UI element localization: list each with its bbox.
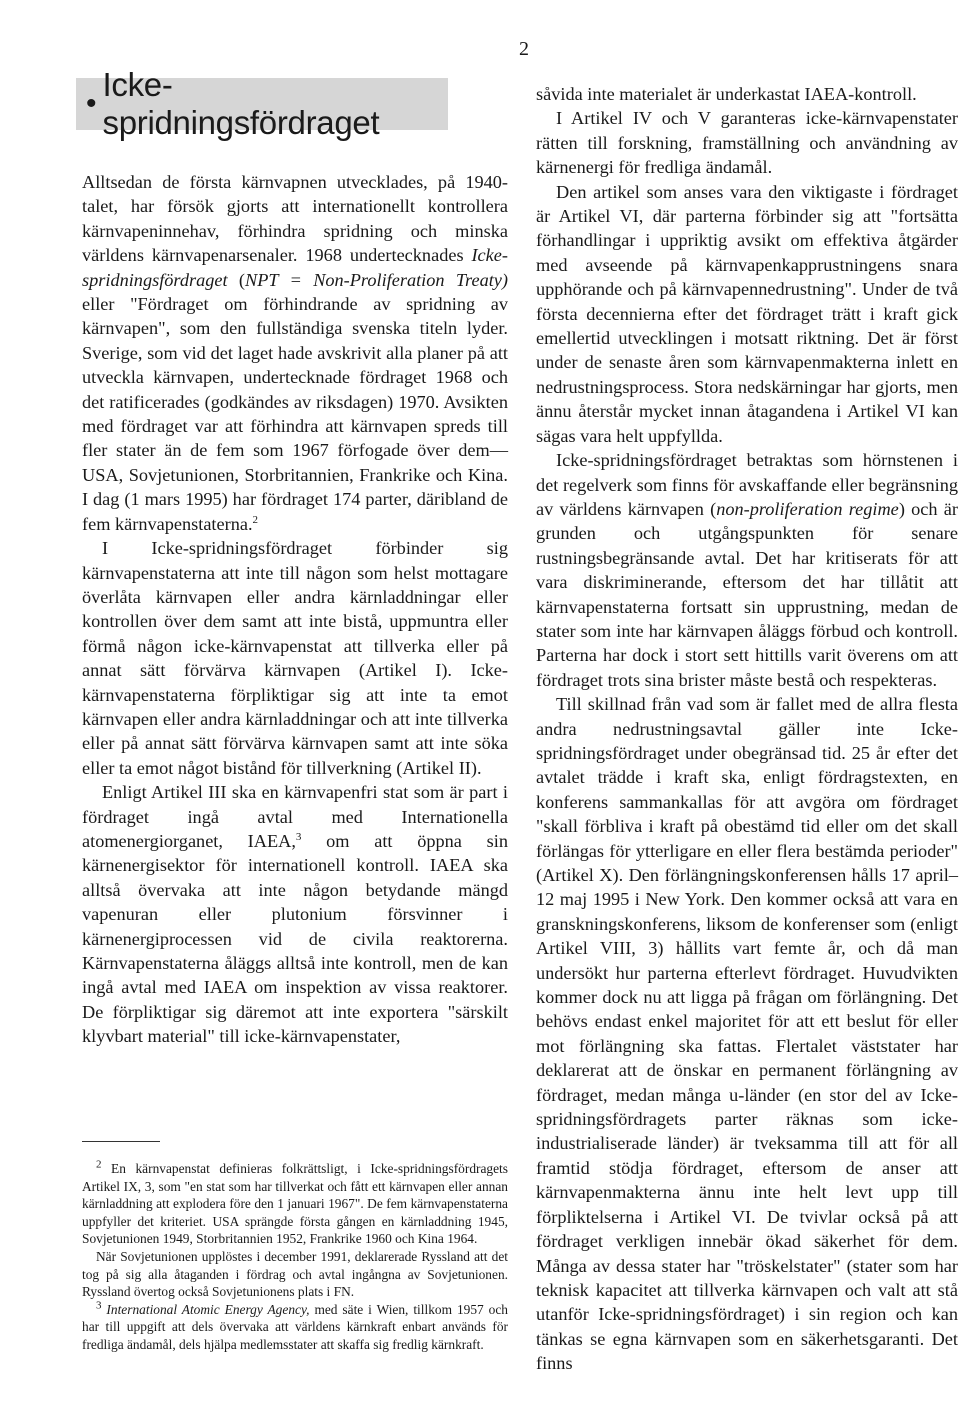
left-paragraph-2: I Icke-spridningsfördraget förbinder sig kärnvapenstaterna att inte till någon som helst mottagare överlåta kärnvapen eller andra kärnladdningar eller kontrollen över dem samt att inte bistå, uppmuntra eller förmå någon icke-kärnvapenstat att tillverka eller på annat sätt förvärva kärnvapen (Artikel I). Icke-kärnvapenstaterna förpliktigar sig att inte ta emot kärnvapen eller andra kärnladdningar och att inte tillverka eller på annat sätt förvärva kärnvapen samt att inte söka eller ta emot något bistånd för tillverkning (Artikel II). [82, 538, 508, 778]
left-paragraph-1 [82, 170, 508, 536]
section-title-bar [76, 66, 448, 141]
right-column [536, 82, 958, 1376]
right-paragraph-5: Till skillnad från vad som är fallet med de allra flesta andra nedrustningsavtal gäller inte Icke-spridningsfördraget under obegränsad tid. 25 år efter det avtalet trädde i kraft ska, enligt fördragstexten, en konferens sammankallas för att avgöra om fördraget "skall förbliva i kraft på obestämd tid eller om det skall förlängas för ytterligare en eller flera bestämda perioder" (Artikel X). Den förlängningskonferensen hålls 17 april–12 maj 1995 i New York. Den kommer också att vara en granskningskonferens, liksom de konferenser som (enligt Artikel VIII, 3) hållits vart femte år, och då man undersökt hur parterna efterlevt fördraget. Huvudvikten kommer dock nu att ligga på frågan om förlängning. Det behövs endast enkel majoritet för att ett beslut för eller mot förlängning ska fattas. Flertalet väststater har deklarerat att de önskar en permanent förlängning av fördraget, medan många u-länder (en stor del av Icke-spridningsfördragets parter räknas som icke-industrialiserade länder) är tveksamma till att för all framtid stödja fördraget, eftersom de anser att kärnvapenmakterna ännu inte helt levt upp till förpliktelserna i Artikel VI. De tvivlar också på att fördraget verkligen innebär ökad säkerhet för dem. Många av dessa stater har "tröskelstater" (stater som har teknisk kapacitet att tillverka kärnvapen och valt att stå utanför Icke-spridningsfördraget) i sin region och kan tänkas se egna kärnvapen som en säkerhetsgaranti. Det finns [536, 694, 958, 1374]
page-number: 2 [519, 38, 529, 60]
right-p4-text-b: ) och är grunden och utgångspunkten för senare rustningsbegränsande avtal. Det har kritiserats för att vara diskriminerande, eftersom det har tillåtit att kärnvapenstaterna fortsatt sin upprustning, medan de stater som inte har kärnvapen åläggs förbud och kontroll. Parterna har dock i stort sett hittills varit överens om att fördraget trots sina brister måste bestå och respekteras. [536, 498, 959, 690]
section-title: Icke-spridningsfördraget [102, 66, 380, 141]
right-paragraph-3: Den artikel som anses vara den viktigaste i fördraget är Artikel VI, där parterna förbinder sig att "fortsätta förhandlingar i uppriktig avsikt om effektiva åtgärder med avseende på kärnvapenkapprustningens snara upphörande och på kärnvapennedrustning". Under de två första decennierna efter det fördraget trätt i kraft gick emellertid utvecklingen i motsatt riktning. Det är först under de senaste åren som kärnvapenmakterna inlett en nedrustningsprocess. Stora nedskärningar har gjorts, men ännu återstår mycket innan åtagandena i Artikel VI kan sägas vara helt uppfyllda. [536, 181, 958, 446]
footnote-ref-3: 3 [295, 830, 302, 843]
footnote-3-org: International Atomic Energy Agency, [101, 1301, 310, 1317]
footnote-2 [82, 1160, 508, 1248]
footnote-2-text: En kärnvapenstat definieras folkrättsligt, i Icke-spridningsfördragets Artikel IX, 3, som "en stat som har tillverkat och fått ett kärnvapen eller annan kärnladdning att explodera före den 1 januari 1967". De fem kärnvapenstaterna uppfyller det kriteriet. USA sprängde första gången en kärnladdning 1945, Sovjetunionen 1949, Storbritannien 1952, Frankrike 1960 och Kina 1964. [82, 1161, 508, 1247]
left-p1-text-a: Alltsedan de första kärnvapnen utvecklades, på 1940-talet, har försök gjorts att internationellt kontrollera kärnvapeninnehav, förhindra spridning och minska världens kärnvapenarsenaler. 1968 undertecknades [82, 172, 508, 266]
footnote-divider [82, 1141, 160, 1142]
right-p4-text-a: Icke-spridningsfördraget betraktas som hörnstenen i det regelverk som finns för avskaffande eller begränsning av världens kärnvapen ( [536, 450, 958, 519]
right-paragraph-2: I Artikel IV och V garanteras icke-kärnvapenstater rätten till forskning, framställning och användning av kärnenergi för fredliga ändamål. [536, 108, 958, 178]
right-paragraph-1: såvida inte materialet är underkastat IAEA-kontroll. [536, 84, 917, 104]
footnotes [82, 1160, 508, 1354]
footnote-2-number: 2 [96, 1158, 102, 1171]
left-p3-text-b: om att öppna sin kärnenergisektor för internationell kontroll. IAEA ska alltså övervaka att inte någon betydande mängd vapenuran eller plutonium försvinner i kärnenergiprocessen vid de civila reaktorerna. Kärnvapenstaterna åläggs alltså inte kontroll, men de kan ingå avtal med IAEA om inspektion av vissa reaktorer. De förpliktigar sig däremot att inte exportera "särskilt klyvbart material" till icke-kärnvapenstater, [82, 830, 508, 1047]
footnote-2-continued: När Sovjetunionen upplöstes i december 1991, deklarerade Ryssland att det tog på sig alla åtaganden i fördrag och avtal ingångna av Sovjetunionen. Ryssland övertog också Sovjetunionens plats i FN. [82, 1248, 508, 1300]
regime-term: non-proliferation regime [716, 498, 899, 519]
footnote-3-number: 3 [96, 1299, 102, 1312]
footnote-3-text: med säte i Wien, tillkom 1957 och har till uppgift att dels övervaka att världens kärnkraft enbart används för fredliga ändamål, dels hjälpa medlemsstater att skaffa sig fredlig kärnkraft. [82, 1301, 508, 1352]
left-paragraph-3 [82, 780, 508, 1048]
footnote-ref-2: 2 [252, 513, 259, 526]
footnote-3 [82, 1301, 508, 1354]
left-column [82, 170, 508, 1049]
treaty-name: Icke-spridningsfördraget [82, 245, 508, 290]
left-p1-text-b: ( [227, 269, 246, 290]
left-p1-text-c: eller "Fördraget om förhindrande av spridning av kärnvapen", som den fullständiga svenska titeln lyder. Sverige, som vid det laget hade avskrivit alla planer på att utveckla kärnvapen, undertecknade fördraget 1968 och det ratificerades (godkändes av riksdagen) 1970. Avsikten med fördraget var att förhindra att kärnvapen spreds till fler stater än de fem som 1967 förfogade över dem—USA, Sovjetunionen, Storbritannien, Frankrike och Kina. I dag (1 mars 1995) har fördraget 174 parter, däribland de fem kärnvapenstaterna. [82, 294, 508, 534]
left-p3-text-a: Enligt Artikel III ska en kärnvapenfri stat som är part i fördraget ingå avtal med Internationella atomenergiorganet, IAEA, [82, 782, 508, 851]
right-paragraph-4 [536, 448, 958, 692]
bullet-icon: • [86, 87, 97, 120]
npt-name: NPT = Non-Proliferation Treaty) [245, 269, 508, 290]
